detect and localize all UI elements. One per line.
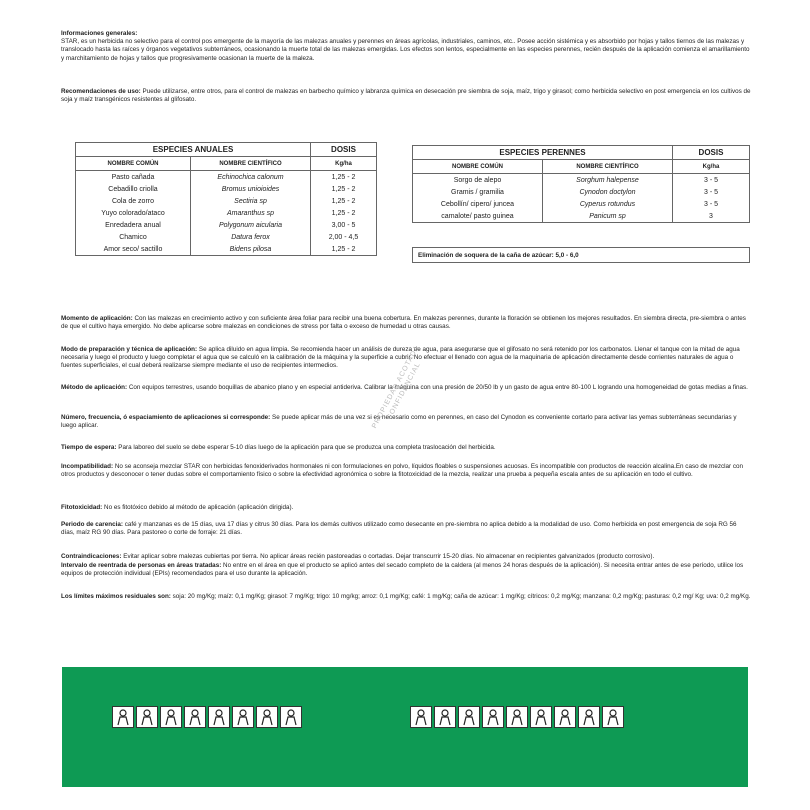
section-title: Contraindicaciones: — [61, 553, 122, 560]
recommendations-body: Puede utilizarse, entre otros, para el control de malezas en barbecho químico y labranza química en desecación pre siembra de soja, maíz, trigo y girasol; como herbicida selectivo en post emergencia en los cultivos de soja y maíz transgénicos resistentes al glifosato. — [61, 88, 751, 104]
annual-row — [76, 207, 377, 219]
perennial-col-common: NOMBRE COMÚN — [413, 160, 543, 174]
section-title: Tiempo de espera: — [61, 444, 117, 451]
annual-cell-common: Pasto cañada — [76, 171, 191, 184]
annual-cell-dose: 3,00 - 5 — [331, 221, 356, 229]
annual-header-species: ESPECIES ANUALES — [76, 143, 311, 157]
goggles-icon — [184, 706, 206, 728]
wash-icon — [554, 706, 576, 728]
annual-col-scientific: NOMBRE CIENTÍFICO — [191, 157, 311, 171]
section-title: Número, frecuencia, ó espaciamiento de aplicaciones si corresponde: — [61, 414, 271, 421]
perennial-cell-common: Sorgo de alepo — [413, 174, 543, 187]
annual-cell-scientific: Datura ferox — [191, 231, 311, 243]
perennial-col-unit: Kg/ha — [673, 160, 750, 174]
annual-cell-scientific: Polygonum aicularia — [191, 219, 311, 231]
annual-row — [76, 183, 377, 195]
section-body: Se aplica diluido en agua limpia. Se recomienda hacer un análisis de dureza de agua, para asegurarse que el glifosato no será retenido por los carbonatos. Llenar el tanque con la mitad de agua necesaria y luego el producto y luego completar el agua que se calculó en la calibración de la máquina y la superficie a cubrir. No efectuar el llenado con agua de la maquinaria de aplicación directamente desde corrientes naturales de agua o fuentes superficiales, el cual deberá realizarse siempre mediante el uso de recipientes intermedios. — [61, 346, 740, 370]
perennial-cell-dose: 3 — [709, 212, 713, 220]
perennial-cell-common: camalote/ pasto guinea — [413, 210, 543, 223]
section-body: No se aconseja mezclar STAR con herbicidas fenoxiderivados hormonales ni con formulaciones en polvo, líquidos floables o suspensiones acuosas. Es incompatible con productos de reacción alcalina.En caso de mezclar con otros productos y desconocer o tener dudas sobre el comportamiento físico o sobre la efectividad agronómica o sobre la fitotoxicidad de la mezcla, realizar una prueba a pequeña escala antes de su aplicación en todo el cultivo. — [61, 463, 744, 479]
section-title: Los límites máximos residuales son: — [61, 593, 171, 600]
perennial-cell-common: Gramis / gramilia — [413, 186, 543, 198]
perennial-cell-scientific: Cyperus rotundus — [543, 198, 673, 210]
coverall-icon — [256, 706, 278, 728]
annual-cell-scientific: Amaranthus sp — [191, 207, 311, 219]
usage-section — [61, 414, 751, 430]
section-title: Incompatibilidad: — [61, 463, 114, 470]
perennial-cell-dose: 3 - 5 — [703, 188, 718, 196]
annual-cell-scientific: Sectiria sp — [191, 195, 311, 207]
perennial-header-dose: DOSIS — [673, 146, 750, 160]
section-body: Evitar aplicar sobre malezas cubiertas por tierra. No aplicar áreas recién pastoreadas o cortadas. Dejar transcurrir 15-20 días. No almacenar en recipientes galvanizados (producto corrosivo). — [123, 553, 655, 560]
perennial-header-species: ESPECIES PERENNES — [413, 146, 673, 160]
no-animals-icon — [578, 706, 600, 728]
usage-section — [61, 593, 751, 601]
usage-section — [61, 562, 751, 578]
boots-icon — [482, 706, 504, 728]
recommendations-section — [61, 88, 751, 104]
face-shield-icon — [160, 706, 182, 728]
pictograms-right — [410, 706, 624, 728]
section-body: Con equipos terrestres, usando boquillas de abanico plano y en especial antideriva. Calibrar la máquina con una presión de 20/50 lb y un gasto de agua entre 80-100 L logrando una homogeneidad de gotas medias a finas. — [128, 384, 748, 391]
section-title: Fitotoxicidad: — [61, 504, 103, 511]
gloves-icon — [232, 706, 254, 728]
annual-cell-dose: 1,25 - 2 — [331, 197, 356, 205]
annual-row — [76, 243, 377, 256]
info-section — [61, 30, 751, 63]
annual-cell-scientific: Echinochica calonum — [191, 171, 311, 184]
respirator-icon — [434, 706, 456, 728]
chemical-hazard-icon — [136, 706, 158, 728]
annual-cell-dose: 1,25 - 2 — [331, 209, 356, 217]
perennial-row — [413, 186, 750, 198]
annual-cell-common: Cebadillo criolla — [76, 183, 191, 195]
annual-cell-dose: 1,25 - 2 — [331, 245, 356, 253]
annual-cell-common: Yuyo colorado/ataco — [76, 207, 191, 219]
section-title: Método de aplicación: — [61, 384, 128, 391]
watermark: PROPIEDAD ACOTADA CONFIDENCIAL — [371, 344, 423, 430]
recommendations-title: Recomendaciones de uso: — [61, 88, 141, 95]
face-shield-icon — [530, 706, 552, 728]
section-body: Para laboreo del suelo se debe esperar 5-10 días luego de la aplicación para que se produzca una completa traslocación del herbicida. — [118, 444, 496, 451]
usage-section — [61, 521, 751, 537]
annual-cell-dose: 1,25 - 2 — [331, 173, 356, 181]
annual-species-table — [75, 142, 377, 256]
no-fish-icon — [602, 706, 624, 728]
annual-cell-scientific: Bromus unioioides — [191, 183, 311, 195]
usage-section — [61, 315, 751, 331]
annual-col-common: NOMBRE COMÚN — [76, 157, 191, 171]
perennial-cell-dose: 3 - 5 — [703, 176, 718, 184]
annual-cell-dose: 2,00 - 4,5 — [328, 233, 359, 241]
section-title: Periodo de carencia: — [61, 521, 123, 528]
annual-row — [76, 195, 377, 207]
annual-cell-dose: 1,25 - 2 — [331, 185, 356, 193]
annual-table-body — [76, 171, 377, 256]
perennial-cell-scientific: Cynodon doctylon — [543, 186, 673, 198]
section-title: Modo de preparación y técnica de aplicación: — [61, 346, 198, 353]
section-body: No entre en el área en que el producto se aplicó antes del secado completo de la caldera (al menos 24 horas después de la aplicación). Si necesita entrar antes de ese período, utilice los equipos de protección individual (EPIs) recomendados para el uso durante la aplicación. — [61, 562, 744, 578]
perennial-row — [413, 210, 750, 223]
usage-section — [61, 463, 751, 479]
usage-section — [61, 504, 751, 512]
perennial-row — [413, 198, 750, 210]
usage-section — [61, 553, 751, 561]
pictograms-left — [112, 706, 302, 728]
perennial-cell-dose: 3 - 5 — [703, 200, 718, 208]
annual-cell-common: Amor seco/ sactillo — [76, 243, 191, 256]
perennial-cell-scientific: Panicum sp — [543, 210, 673, 223]
annual-col-unit: Kg/ha — [311, 157, 377, 171]
annual-row — [76, 171, 377, 184]
sugarcane-note: Eliminación de soquera de la caña de azúcar: 5,0 - 6,0 — [412, 247, 750, 263]
usage-section — [61, 444, 751, 452]
storage-lock-icon — [112, 706, 134, 728]
info-body: STAR, es un herbicida no selectivo para el control pos emergente de la mayoría de las malezas anuales y perennes en áreas agrícolas, industriales, caminos, etc.. Posee acción sistémica y es absorbido por hojas y tallos tiernos de las malezas y translocado hasta las raíces y órganos vegetativos subterráneos, ocasionando la muerte total de las malezas emergidas. Los efectos son lentos, especialmente en las especies perennes, recién después de la aplicación comienza el amarillamiento y marchitamiento de hojas y tallos que progresivamente ocasionan la muerte de la maleza. — [61, 38, 750, 62]
info-title: Informaciones generales: — [61, 30, 138, 37]
perennial-col-scientific: NOMBRE CIENTÍFICO — [543, 160, 673, 174]
annual-cell-common: Cola de zorro — [76, 195, 191, 207]
section-body: Se puede aplicar más de una vez si es necesario como en perennes, en caso del Cynodon es conveniente cortarlo para activar las yemas subterráneas secundarias y luego aplicar. — [61, 414, 737, 430]
section-body: café y manzanas es de 15 días, uva 17 días y citrus 30 días. Para los demás cultivos utilizado como desecante en pre-siembra no aplica debido a la modalidad de uso. Como herbicida en post emergencia de soja RG 56 días, maíz RG 90 días. Para pastoreo o corte de forraje: 21 días. — [61, 521, 737, 537]
annual-cell-scientific: Bidens pilosa — [191, 243, 311, 256]
sprayer-icon — [410, 706, 432, 728]
perennial-row — [413, 174, 750, 187]
annual-cell-common: Enredadera anual — [76, 219, 191, 231]
boots-icon — [280, 706, 302, 728]
perennial-cell-scientific: Sorghum halepense — [543, 174, 673, 187]
mask-icon — [506, 706, 528, 728]
annual-cell-common: Chamico — [76, 231, 191, 243]
perennial-cell-common: Cebollín/ cipero/ juncea — [413, 198, 543, 210]
coverall-icon — [458, 706, 480, 728]
section-body: Con las malezas en crecimiento activo y con suficiente área foliar para recibir una buena cobertura. En malezas perennes, durante la floración se obtienen los mejores resultados. En siembra directa, pre-siembra o antes de que el cultivo haya emergido. No debe aplicarse sobre malezas en condiciones de stress por falta o exceso de humedad u otras causas. — [61, 315, 746, 331]
section-title: Intervalo de reentrada de personas en áreas tratadas: — [61, 562, 222, 569]
annual-header-dose: DOSIS — [311, 143, 377, 157]
annual-row — [76, 219, 377, 231]
perennial-table-body — [413, 174, 750, 223]
section-body: soja: 20 mg/Kg; maíz: 0,1 mg/Kg; girasol: 7 mg/Kg; trigo: 10 mg/kg; arroz: 0,1 mg/Kg; café: 1 mg/Kg; caña de azúcar: 1 mg/Kg; cítricos: 0,2 mg/Kg; manzana: 0,2 mg/Kg; pasturas: 0,2 mg/ Kg; uva: 0,2 mg/Kg. — [172, 593, 751, 600]
apron-icon — [208, 706, 230, 728]
section-title: Momento de aplicación: — [61, 315, 133, 322]
annual-row — [76, 231, 377, 243]
perennial-species-table — [412, 145, 750, 223]
section-body: No es fitotóxico debido al método de aplicación (aplicación dirigida). — [104, 504, 294, 511]
